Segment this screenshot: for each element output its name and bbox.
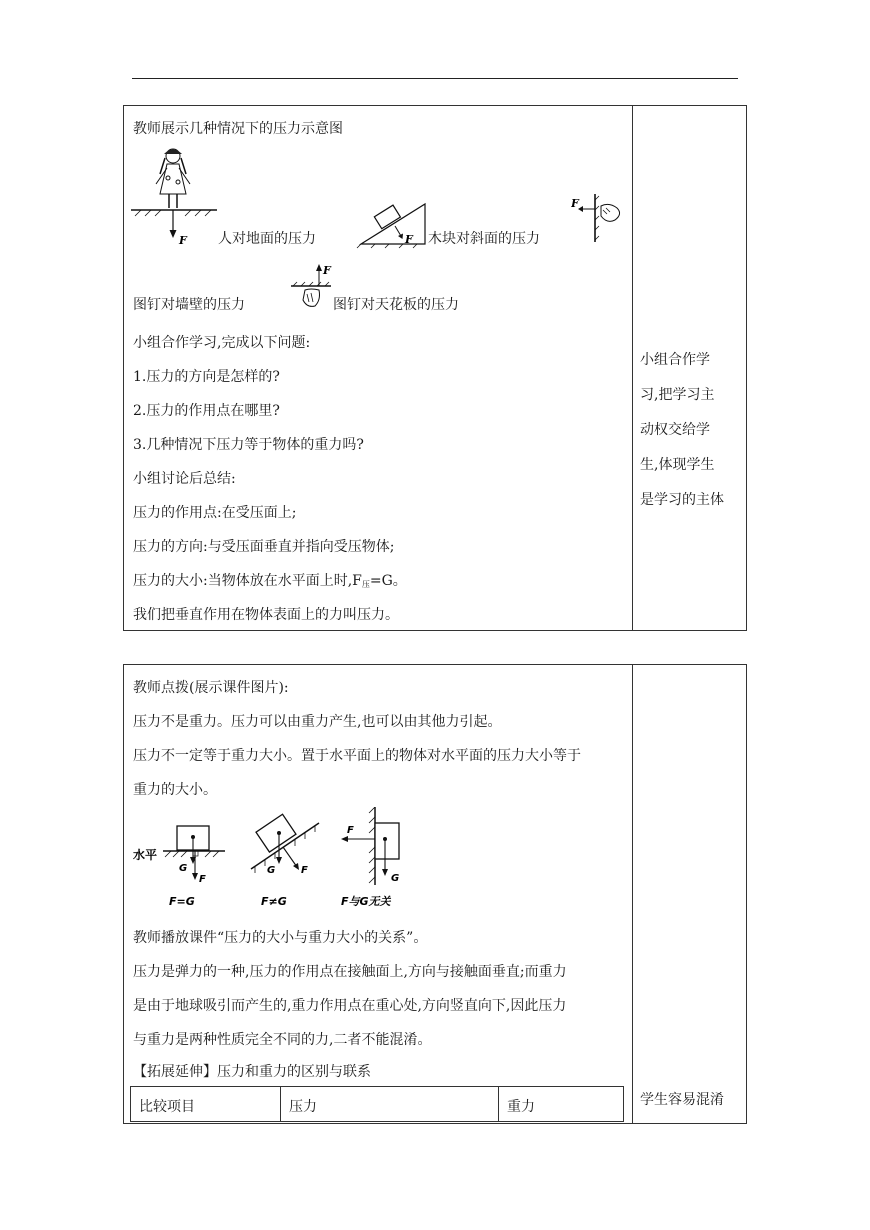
case-caption: F≠G [261, 895, 287, 908]
table-header-cell [281, 1087, 499, 1121]
gravity-symbol: G [391, 873, 400, 884]
force-label: F [405, 233, 413, 246]
force-vs-gravity-diagram [133, 807, 423, 919]
lesson-block-1 [123, 105, 747, 631]
ceiling-tack-figure [291, 262, 335, 310]
main-column [133, 106, 627, 630]
force-label: F [323, 264, 331, 277]
group-task: 小组合作学习,完成以下问题: [133, 335, 311, 351]
summary-heading: 小组讨论后总结: [133, 471, 236, 487]
side-note-line: 小组合作学 [640, 352, 710, 368]
explanation-line: 压力是弹力的一种,压力的作用点在接触面上,方向与接触面垂直;而重力 [133, 964, 567, 980]
gravity-symbol: G [179, 863, 188, 874]
main-column [133, 665, 627, 1123]
force-label: F [571, 197, 579, 210]
guide-line: 压力不一定等于重力大小。置于水平面上的物体对水平面的压力大小等于 [133, 748, 581, 764]
force-symbol: F [199, 874, 206, 885]
gravity-symbol: G [267, 865, 276, 876]
case-caption: F=G [169, 895, 195, 908]
header-rule [132, 78, 738, 79]
question-3: 3.几种情况下压力等于物体的重力吗? [133, 437, 364, 453]
summary-direction: 压力的方向:与受压面垂直并指向受压物体; [133, 539, 395, 555]
ceiling-caption: 图钉对天花板的压力 [333, 297, 459, 313]
magnitude-subscript: 压 [361, 580, 370, 589]
incline-block-figure [355, 200, 431, 250]
column-divider [632, 665, 633, 1123]
person-caption: 人对地面的压力 [218, 231, 316, 247]
side-note-line: 动权交给学 [640, 422, 710, 438]
force-symbol: F [347, 825, 354, 836]
magnitude-prefix: 压力的大小:当物体放在水平面上时,F [133, 573, 362, 589]
horizontal-label: 水平 [133, 848, 158, 862]
force-symbol: F [301, 865, 308, 876]
pressure-definition: 我们把垂直作用在物体表面上的力叫压力。 [133, 607, 399, 623]
wall-tack-figure [571, 192, 627, 244]
header-compare-item: 比较项目 [139, 1099, 195, 1115]
block-caption: 木块对斜面的压力 [428, 231, 540, 247]
side-note-line: 习,把学习主 [640, 387, 715, 403]
force-label: F [179, 234, 187, 246]
summary-point: 压力的作用点:在受压面上; [133, 505, 297, 521]
header-pressure: 压力 [289, 1099, 317, 1115]
summary-magnitude [133, 570, 407, 590]
comparison-table [130, 1086, 624, 1122]
wall-caption: 图钉对墙壁的压力 [133, 297, 245, 313]
side-note-line: 是学习的主体 [640, 492, 724, 508]
guide-line: 压力不是重力。压力可以由重力产生,也可以由其他力引起。 [133, 714, 502, 730]
explanation-line: 与重力是两种性质完全不同的力,二者不能混淆。 [133, 1032, 432, 1048]
courseware-line: 教师播放课件“压力的大小与重力大小的关系”。 [133, 930, 428, 946]
explanation-line: 是由于地球吸引而产生的,重力作用点在重心处,方向竖直向下,因此压力 [133, 998, 567, 1014]
question-1: 1.压力的方向是怎样的? [133, 369, 280, 385]
extension-heading: 【拓展延伸】压力和重力的区别与联系 [133, 1064, 371, 1080]
teacher-guide: 教师点拨(展示课件图片): [133, 680, 289, 696]
header-gravity: 重力 [507, 1099, 535, 1115]
person-pressure-figure [131, 146, 231, 246]
intro-line: 教师展示几种情况下的压力示意图 [133, 121, 343, 137]
guide-line: 重力的大小。 [133, 782, 217, 798]
magnitude-suffix: =G。 [369, 573, 407, 589]
side-note-line: 生,体现学生 [640, 457, 715, 473]
column-divider [632, 106, 633, 630]
case-caption: F与G无关 [341, 895, 391, 908]
lesson-block-2 [123, 664, 747, 1124]
table-header-cell [499, 1087, 623, 1121]
question-2: 2.压力的作用点在哪里? [133, 403, 280, 419]
side-note-line: 学生容易混淆 [640, 1092, 724, 1108]
table-header-cell [131, 1087, 281, 1121]
